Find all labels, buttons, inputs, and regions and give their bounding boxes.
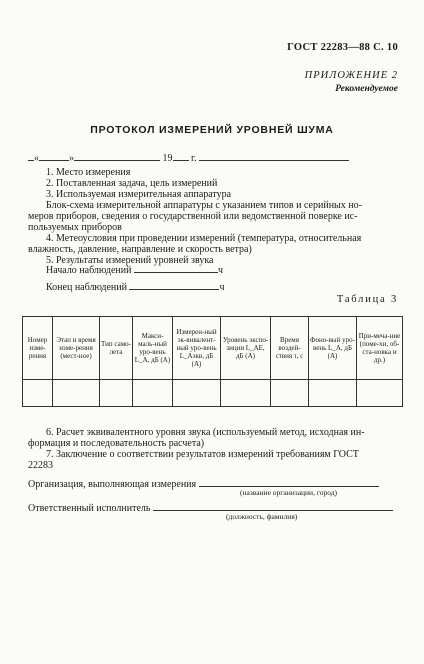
table-cell	[309, 380, 357, 407]
document-title: ПРОТОКОЛ ИЗМЕРЕНИЙ УРОВНЕЙ ШУМА	[90, 124, 334, 136]
place-blank	[199, 150, 349, 161]
item-5: 5. Результаты измерений уровней звука	[46, 255, 214, 266]
org-caption: (название организации, город)	[240, 488, 338, 497]
recommended-label: Рекомендуемое	[335, 84, 398, 94]
org-label: Организация, выполняющая измерения	[28, 479, 197, 490]
item-4-line-b: влажность, давление, направление и скорость ветра)	[28, 244, 252, 255]
table-cell	[173, 380, 221, 407]
day-blank	[39, 150, 69, 161]
date-line	[28, 150, 349, 164]
month-blank	[74, 150, 160, 161]
col-header-aircraft-type: Тип само-лета	[100, 317, 133, 380]
item-4-line-a: 4. Метеоусловия при проведении измерений (температура, относительная	[46, 233, 362, 244]
table-row	[23, 380, 403, 407]
quote-close: »	[69, 153, 74, 164]
observation-start-blank	[134, 262, 218, 273]
observation-start	[46, 262, 223, 276]
measurement-table	[22, 316, 403, 407]
page-header: ГОСТ 22283—88 С. 10	[287, 42, 398, 53]
year-prefix: 19	[162, 153, 173, 164]
quote-open: «	[34, 153, 39, 164]
table-cell	[53, 380, 100, 407]
observation-end-label: Конец наблюдений	[46, 282, 127, 293]
exec-blank	[153, 500, 393, 511]
observation-start-label: Начало наблюдений	[46, 265, 132, 276]
exec-caption: (должность, фамилия)	[226, 512, 298, 521]
exec-label: Ответственный исполнитель	[28, 503, 151, 514]
observation-end	[46, 279, 225, 293]
year-blank	[173, 150, 189, 161]
observation-start-unit: ч	[217, 265, 223, 276]
table-cell	[357, 380, 403, 407]
col-header-max-level: Макси-маль-ный уро-вень L_A, дБ (A)	[133, 317, 173, 380]
item-7-line-b: 22283	[28, 460, 53, 471]
table-cell	[23, 380, 53, 407]
col-header-background-level: Фоно-вый уро-вень L_A, дБ (A)	[309, 317, 357, 380]
table-cell	[221, 380, 271, 407]
item-3-line-c: пользуемых приборов	[28, 222, 122, 233]
item-7-line-a: 7. Заключение о соответствии результатов измерений требованиям ГОСТ	[46, 449, 359, 460]
appendix-label: ПРИЛОЖЕНИЕ 2	[304, 70, 398, 81]
exec-signature-line	[28, 500, 393, 514]
observation-end-blank	[129, 279, 219, 290]
col-header-equivalent-level: Измерен-ный эк-вивалент-ный уро-вень L_Aэкв, дБ (A)	[173, 317, 221, 380]
table-header-row	[23, 317, 403, 380]
year-suffix: г.	[191, 153, 197, 164]
col-header-note: При-меча-ние (поме-хи, об-ста-новка и др.)	[357, 317, 403, 380]
table-caption: Таблица 3	[336, 294, 398, 305]
col-header-number: Номер изме-рения	[23, 317, 53, 380]
item-3-line-a: Блок-схема измерительной аппаратуры с указанием типов и серийных но-	[46, 200, 362, 211]
col-header-stage-time: Этап и время изме-рения (мест-ное)	[53, 317, 100, 380]
table-cell	[100, 380, 133, 407]
table-cell	[271, 380, 309, 407]
item-1: 1. Место измерения	[46, 167, 131, 178]
col-header-exposure-time: Время воздей-ствия τ, с	[271, 317, 309, 380]
item-3: 3. Используемая измерительная аппаратура	[46, 189, 232, 200]
org-blank	[199, 476, 379, 487]
item-6-line-b: формация и последовательность расчета)	[28, 438, 205, 449]
item-6-line-a: 6. Расчет эквивалентного уровня звука (используемый метод, исходная ин-	[46, 427, 365, 438]
observation-end-unit: ч	[219, 282, 225, 293]
item-3-line-b: меров приборов, сведения о государственной или ведомственной поверке ис-	[28, 211, 358, 222]
col-header-exposure-level: Уровень экспо-зиции L_AE, дБ (A)	[221, 317, 271, 380]
table-cell	[133, 380, 173, 407]
item-2: 2. Поставленная задача, цель измерений	[46, 178, 218, 189]
